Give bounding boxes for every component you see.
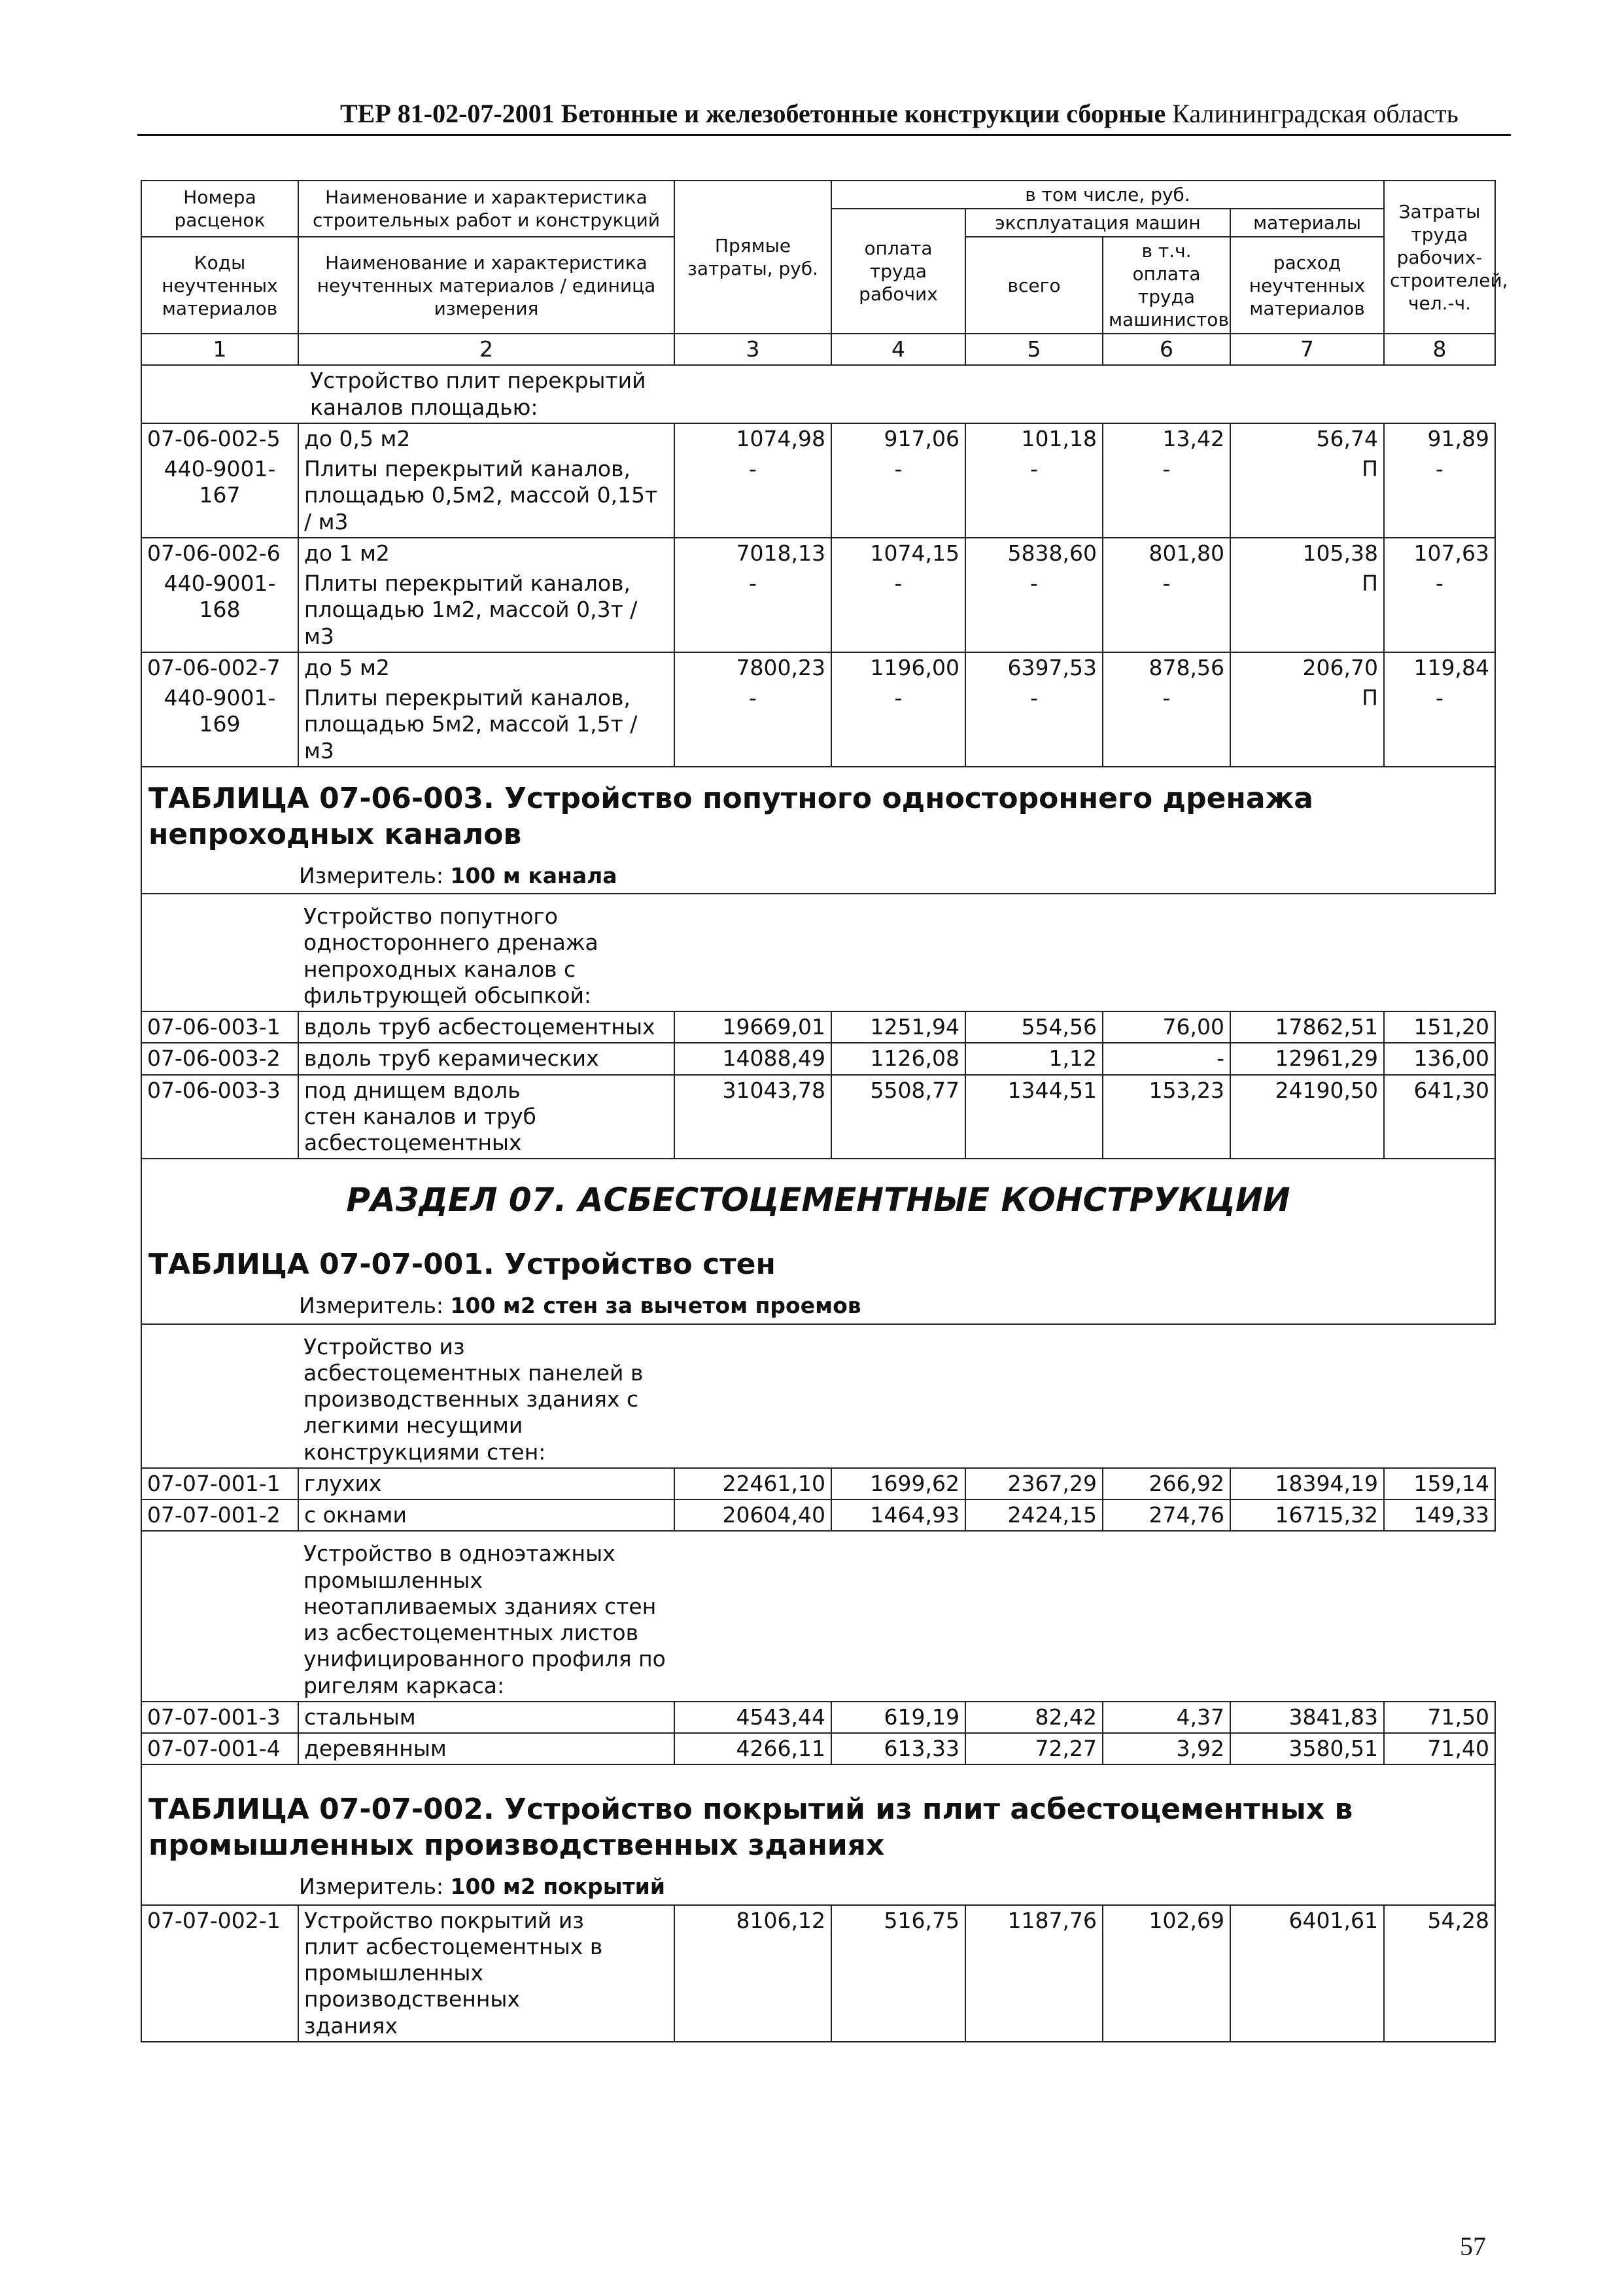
measure-label: Измеритель: bbox=[299, 862, 444, 888]
including-header: в том числе, руб. bbox=[831, 181, 1384, 209]
value-direct: 22461,10 bbox=[674, 1468, 831, 1499]
value-machines-pay: 102,69 bbox=[1103, 1905, 1230, 2042]
material-value: - bbox=[1384, 454, 1495, 538]
value-machines-pay: 266,92 bbox=[1103, 1468, 1230, 1499]
value-materials: 24190,50 bbox=[1230, 1075, 1384, 1159]
document-title: Бетонные и железобетонные конструкции сборные bbox=[561, 99, 1166, 128]
rate-code: 07-06-003-2 bbox=[141, 1043, 298, 1074]
table-701-heading-row-1 bbox=[141, 1324, 1495, 1468]
measure-label: Измеритель: bbox=[299, 1874, 444, 1900]
rate-code: 07-07-001-4 bbox=[141, 1733, 298, 1764]
measure-label: Измеритель: bbox=[299, 1293, 444, 1319]
table-003-title-row bbox=[141, 767, 1495, 858]
col2-header-bottom: Наименование и характеристика неучтенных материалов / единица измерения bbox=[298, 237, 674, 334]
rate-name: до 0,5 м2 bbox=[298, 423, 674, 454]
table-701-title: ТАБЛИЦА 07-07-001. Устройство стен bbox=[141, 1233, 1495, 1288]
material-value: - bbox=[831, 454, 965, 538]
rate-row bbox=[141, 1499, 1495, 1531]
table-701-heading-row-2 bbox=[141, 1531, 1495, 1702]
machines-header: эксплуатация машин bbox=[965, 209, 1230, 237]
value-direct: 4543,44 bbox=[674, 1702, 831, 1733]
value-materials: 18394,19 bbox=[1230, 1468, 1384, 1499]
value-materials: 105,38 bbox=[1230, 538, 1384, 569]
col1-header-top: Номера расценок bbox=[141, 181, 298, 237]
value-direct: 1074,98 bbox=[674, 423, 831, 454]
machines-total-header: всего bbox=[965, 237, 1103, 334]
value-machines: 1344,51 bbox=[965, 1075, 1103, 1159]
page-header bbox=[340, 98, 1511, 129]
direct-cost-header: Прямые затраты, руб. bbox=[674, 181, 831, 334]
rate-row bbox=[141, 538, 1495, 569]
rate-name: вдоль труб асбестоцементных bbox=[298, 1011, 674, 1043]
table-701-title-row bbox=[141, 1233, 1495, 1288]
value-pay: 917,06 bbox=[831, 423, 965, 454]
material-code: 440-9001-169 bbox=[141, 683, 298, 767]
material-value: - bbox=[674, 454, 831, 538]
col-num: 5 bbox=[965, 334, 1103, 365]
value-machines: 2367,29 bbox=[965, 1468, 1103, 1499]
value-machines-pay: - bbox=[1103, 1043, 1230, 1074]
labor-header: Затраты труда рабочих-строителей, чел.-ч. bbox=[1384, 181, 1495, 334]
value-materials: 16715,32 bbox=[1230, 1499, 1384, 1531]
material-value: - bbox=[1103, 454, 1230, 538]
rate-row bbox=[141, 423, 1495, 454]
header-rule bbox=[137, 134, 1511, 136]
material-value: - bbox=[831, 569, 965, 652]
material-value: - bbox=[965, 569, 1103, 652]
rate-code: 07-06-002-5 bbox=[141, 423, 298, 454]
material-name: Плиты перекрытий каналов, площадью 0,5м2, массой 0,15т / м3 bbox=[298, 454, 674, 538]
value-materials: 17862,51 bbox=[1230, 1011, 1384, 1043]
rate-code: 07-07-001-1 bbox=[141, 1468, 298, 1499]
value-pay: 1074,15 bbox=[831, 538, 965, 569]
rate-row bbox=[141, 1733, 1495, 1764]
value-direct: 7800,23 bbox=[674, 652, 831, 683]
rate-name: с окнами bbox=[298, 1499, 674, 1531]
value-labor: 91,89 bbox=[1384, 423, 1495, 454]
value-machines: 6397,53 bbox=[965, 652, 1103, 683]
value-machines: 2424,15 bbox=[965, 1499, 1103, 1531]
material-value: - bbox=[1384, 683, 1495, 767]
value-direct: 7018,13 bbox=[674, 538, 831, 569]
value-machines-pay: 801,80 bbox=[1103, 538, 1230, 569]
value-materials: 12961,29 bbox=[1230, 1043, 1384, 1074]
value-machines-pay: 3,92 bbox=[1103, 1733, 1230, 1764]
material-row bbox=[141, 683, 1495, 767]
rate-code: 07-07-001-3 bbox=[141, 1702, 298, 1733]
material-value: - bbox=[1103, 683, 1230, 767]
col-num: 3 bbox=[674, 334, 831, 365]
table-701-heading-1: Устройство из асбестоцементных панелей в производственных зданиях с легкими несущими конструкциями стен: bbox=[298, 1324, 1495, 1468]
value-materials: 3841,83 bbox=[1230, 1702, 1384, 1733]
rates-table bbox=[141, 180, 1508, 2042]
value-machines: 1187,76 bbox=[965, 1905, 1103, 2042]
value-pay: 1196,00 bbox=[831, 652, 965, 683]
material-value: - bbox=[965, 683, 1103, 767]
value-pay: 619,19 bbox=[831, 1702, 965, 1733]
value-pay: 1464,93 bbox=[831, 1499, 965, 1531]
material-value: П bbox=[1230, 569, 1384, 652]
value-pay: 1251,94 bbox=[831, 1011, 965, 1043]
rate-row bbox=[141, 1468, 1495, 1499]
value-materials: 56,74 bbox=[1230, 423, 1384, 454]
value-direct: 20604,40 bbox=[674, 1499, 831, 1531]
rate-code: 07-07-002-1 bbox=[141, 1905, 298, 2042]
rate-name: деревянным bbox=[298, 1733, 674, 1764]
value-direct: 19669,01 bbox=[674, 1011, 831, 1043]
value-direct: 8106,12 bbox=[674, 1905, 831, 2042]
value-machines-pay: 13,42 bbox=[1103, 423, 1230, 454]
value-labor: 54,28 bbox=[1384, 1905, 1495, 2042]
value-pay: 1699,62 bbox=[831, 1468, 965, 1499]
rate-name: вдоль труб керамических bbox=[298, 1043, 674, 1074]
value-machines-pay: 4,37 bbox=[1103, 1702, 1230, 1733]
rate-row bbox=[141, 1075, 1495, 1159]
measure-value: 100 м2 покрытий bbox=[450, 1874, 666, 1900]
table-702-measure-row bbox=[141, 1868, 1495, 1904]
material-row bbox=[141, 454, 1495, 538]
table-702-title: ТАБЛИЦА 07-07-002. Устройство покрытий из плит асбестоцементных в промышленных производственных зданиях bbox=[141, 1764, 1495, 1868]
table-701-measure-row bbox=[141, 1288, 1495, 1323]
value-machines: 5838,60 bbox=[965, 538, 1103, 569]
measure-value: 100 м2 стен за вычетом проемов bbox=[450, 1293, 861, 1319]
materials-header: материалы bbox=[1230, 209, 1384, 237]
table-003-measure-row bbox=[141, 858, 1495, 894]
material-value: - bbox=[674, 569, 831, 652]
pay-workers-header: оплата труда рабочих bbox=[831, 209, 965, 334]
col-num: 1 bbox=[141, 334, 298, 365]
material-value: П bbox=[1230, 683, 1384, 767]
table-003-heading: Устройство попутного одностороннего дренажа непроходных каналов с фильтрующей обсыпкой: bbox=[298, 894, 1495, 1011]
table-702-title-row bbox=[141, 1764, 1495, 1868]
material-value: - bbox=[831, 683, 965, 767]
material-value: П bbox=[1230, 454, 1384, 538]
table-702-measure bbox=[141, 1868, 1495, 1904]
col-num: 8 bbox=[1384, 334, 1495, 365]
value-pay: 516,75 bbox=[831, 1905, 965, 2042]
col2-header-top: Наименование и характеристика строительных работ и конструкций bbox=[298, 181, 674, 237]
value-machines: 101,18 bbox=[965, 423, 1103, 454]
value-machines: 1,12 bbox=[965, 1043, 1103, 1074]
value-direct: 31043,78 bbox=[674, 1075, 831, 1159]
value-labor: 107,63 bbox=[1384, 538, 1495, 569]
value-direct: 14088,49 bbox=[674, 1043, 831, 1074]
value-pay: 5508,77 bbox=[831, 1075, 965, 1159]
material-name: Плиты перекрытий каналов, площадью 5м2, массой 1,5т / м3 bbox=[298, 683, 674, 767]
measure-value: 100 м канала bbox=[450, 862, 617, 888]
col-num: 7 bbox=[1230, 334, 1384, 365]
rate-row bbox=[141, 1011, 1495, 1043]
value-labor: 136,00 bbox=[1384, 1043, 1495, 1074]
value-pay: 613,33 bbox=[831, 1733, 965, 1764]
material-value: - bbox=[674, 683, 831, 767]
value-labor: 119,84 bbox=[1384, 652, 1495, 683]
value-labor: 159,14 bbox=[1384, 1468, 1495, 1499]
table-003-heading-row bbox=[141, 894, 1495, 1011]
block1-heading-row bbox=[141, 365, 1495, 423]
rate-row bbox=[141, 1905, 1495, 2042]
material-row bbox=[141, 569, 1495, 652]
material-code: 440-9001-167 bbox=[141, 454, 298, 538]
table-003-title: ТАБЛИЦА 07-06-003. Устройство попутного одностороннего дренажа непроходных каналов bbox=[141, 767, 1495, 858]
rate-row bbox=[141, 1043, 1495, 1074]
rate-code: 07-06-002-6 bbox=[141, 538, 298, 569]
document-code: ТЕР 81-02-07-2001 bbox=[340, 99, 555, 128]
value-direct: 4266,11 bbox=[674, 1733, 831, 1764]
value-machines: 82,42 bbox=[965, 1702, 1103, 1733]
value-machines-pay: 878,56 bbox=[1103, 652, 1230, 683]
value-machines: 72,27 bbox=[965, 1733, 1103, 1764]
page-number: 57 bbox=[1460, 2232, 1486, 2261]
material-name: Плиты перекрытий каналов, площадью 1м2, массой 0,3т / м3 bbox=[298, 569, 674, 652]
table-701-heading-2: Устройство в одноэтажных промышленных неотапливаемых зданиях стен из асбестоцементных листов унифицированного профиля по ригелям каркаса: bbox=[298, 1531, 1495, 1702]
value-machines-pay: 153,23 bbox=[1103, 1075, 1230, 1159]
machines-pay-header: в т.ч. оплата труда машинистов bbox=[1103, 237, 1230, 334]
rate-code: 07-07-001-2 bbox=[141, 1499, 298, 1531]
rate-name: под днищем вдоль стен каналов и труб асбестоцементных bbox=[298, 1075, 674, 1159]
rate-name: до 1 м2 bbox=[298, 538, 674, 569]
rate-code: 07-06-002-7 bbox=[141, 652, 298, 683]
rate-code: 07-06-003-1 bbox=[141, 1011, 298, 1043]
column-numbers-row bbox=[141, 334, 1495, 365]
value-labor: 71,40 bbox=[1384, 1733, 1495, 1764]
material-code: 440-9001-168 bbox=[141, 569, 298, 652]
section-title: РАЗДЕЛ 07. АСБЕСТОЦЕМЕНТНЫЕ КОНСТРУКЦИИ bbox=[141, 1159, 1495, 1233]
material-value: - bbox=[1103, 569, 1230, 652]
rate-code: 07-06-003-3 bbox=[141, 1075, 298, 1159]
rate-row bbox=[141, 652, 1495, 683]
document-region: Калининградская область bbox=[1172, 99, 1459, 128]
value-labor: 151,20 bbox=[1384, 1011, 1495, 1043]
rate-name: стальным bbox=[298, 1702, 674, 1733]
material-value: - bbox=[965, 454, 1103, 538]
col1-header-bottom: Коды неучтенных материалов bbox=[141, 237, 298, 334]
rate-name: Устройство покрытий из плит асбестоцементных в промышленных производственных зданиях bbox=[298, 1905, 674, 2042]
value-materials: 206,70 bbox=[1230, 652, 1384, 683]
value-labor: 149,33 bbox=[1384, 1499, 1495, 1531]
col-num: 4 bbox=[831, 334, 965, 365]
col-num: 6 bbox=[1103, 334, 1230, 365]
value-machines: 554,56 bbox=[965, 1011, 1103, 1043]
table-003-measure bbox=[141, 858, 1495, 894]
value-materials: 3580,51 bbox=[1230, 1733, 1384, 1764]
table-701-measure bbox=[141, 1288, 1495, 1323]
rate-row bbox=[141, 1702, 1495, 1733]
value-materials: 6401,61 bbox=[1230, 1905, 1384, 2042]
block1-heading: Устройство плит перекрытий каналов площадью: bbox=[298, 365, 1495, 423]
material-value: - bbox=[1384, 569, 1495, 652]
section-title-row bbox=[141, 1159, 1495, 1233]
value-machines-pay: 274,76 bbox=[1103, 1499, 1230, 1531]
value-labor: 641,30 bbox=[1384, 1075, 1495, 1159]
value-labor: 71,50 bbox=[1384, 1702, 1495, 1733]
header-row-1 bbox=[141, 181, 1495, 209]
rate-name: глухих bbox=[298, 1468, 674, 1499]
value-pay: 1126,08 bbox=[831, 1043, 965, 1074]
col-num: 2 bbox=[298, 334, 674, 365]
rate-name: до 5 м2 bbox=[298, 652, 674, 683]
value-machines-pay: 76,00 bbox=[1103, 1011, 1230, 1043]
materials-unaccounted-header: расход неучтенных материалов bbox=[1230, 237, 1384, 334]
